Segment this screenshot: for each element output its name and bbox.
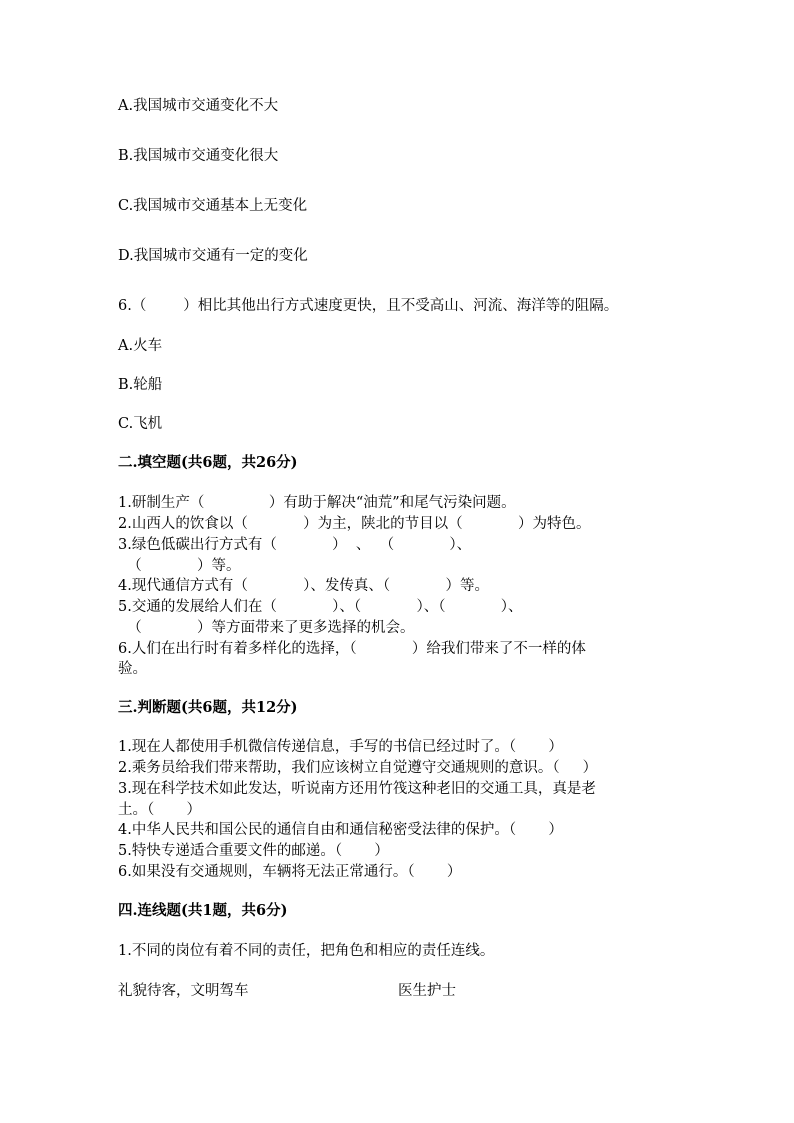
fill-line: （ ）等。 [118, 558, 241, 574]
fill-line: 2.山西人的饮食以（ ）为主，陕北的节目以（ ）为特色。 [118, 516, 591, 532]
question-6-option-a: A.火车 [118, 338, 163, 354]
judge-section-heading: 三.判断题(共6题，共12分) [118, 699, 298, 716]
judge-line: 5.特快专递适合重要文件的邮递。（ ） [118, 843, 389, 859]
judge-line: 4.中华人民共和国公民的通信自由和通信秘密受法律的保护。（ ） [118, 822, 563, 838]
fill-line: 4.现代通信方式有（ ）、发传真、（ ）等。 [118, 578, 489, 594]
fill-line: 验。 [118, 661, 147, 677]
judge-line: 6.如果没有交通规则，车辆将无法正常通行。（ ） [118, 864, 462, 880]
option-d: D.我国城市交通有一定的变化 [118, 248, 308, 264]
question-6-option-b: B.轮船 [118, 377, 163, 393]
fill-line: 5.交通的发展给人们在（ ）、（ ）、（ ）、 [118, 599, 523, 615]
question-6-option-c: C.飞机 [118, 416, 163, 432]
question-6-stem: 6.（ ）相比其他出行方式速度更快，且不受高山、河流、海洋等的阻隔。 [118, 298, 619, 314]
option-b: B.我国城市交通变化很大 [118, 148, 279, 164]
option-a: A.我国城市交通变化不大 [118, 98, 279, 114]
match-section-heading: 四.连线题(共1题，共6分) [118, 902, 288, 919]
match-left-item: 礼貌待客，文明驾车 [118, 983, 249, 999]
judge-line: 2.乘务员给我们带来帮助，我们应该树立自觉遵守交通规则的意识。（ ） [118, 760, 598, 776]
option-c: C.我国城市交通基本上无变化 [118, 198, 308, 214]
match-right-item: 医生护士 [398, 983, 456, 999]
fill-section-heading: 二.填空题(共6题，共26分) [118, 454, 298, 471]
match-question: 1.不同的岗位有着不同的责任，把角色和相应的责任连线。 [118, 943, 495, 959]
judge-line: 1.现在人都使用手机微信传递信息，手写的书信已经过时了。（ ） [118, 739, 563, 755]
fill-line: 1.研制生产（ ）有助于解决“油荒”和尾气污染问题。 [118, 495, 516, 511]
fill-line: 6.人们在出行时有着多样化的选择，（ ）给我们带来了不一样的体 [118, 641, 586, 657]
fill-line: 3.绿色低碳出行方式有（ ） 、 （ ）、 [118, 537, 472, 553]
judge-line: 3.现在科学技术如此发达，听说南方还用竹筏这种老旧的交通工具，真是老 [118, 781, 596, 797]
judge-line: 土。（ ） [118, 802, 202, 818]
fill-line: （ ）等方面带来了更多选择的机会。 [118, 620, 415, 636]
